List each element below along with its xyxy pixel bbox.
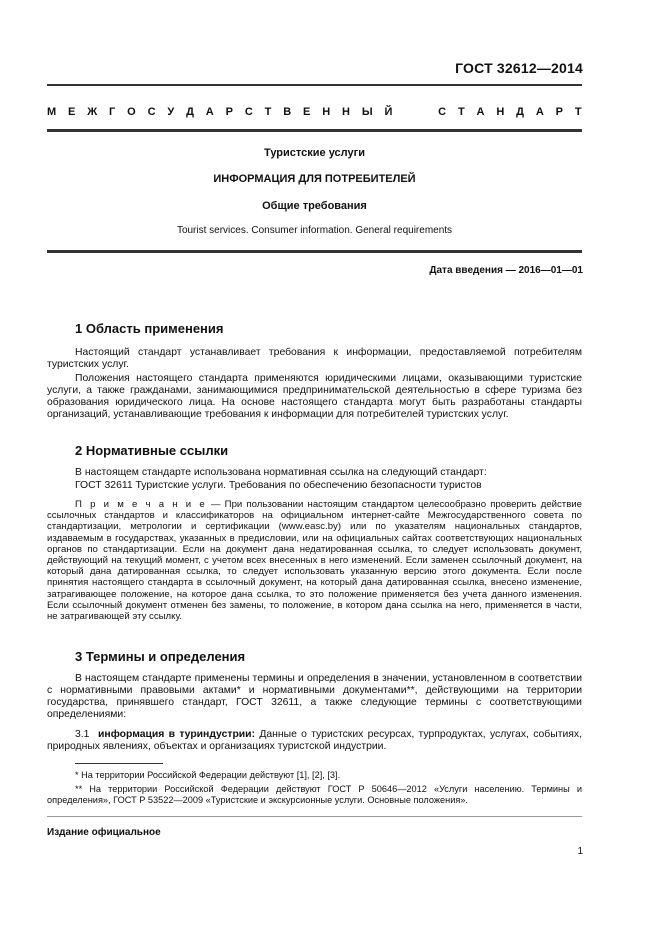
heading-letter: Р bbox=[555, 106, 564, 118]
heading-letter: Н bbox=[322, 106, 331, 118]
section-2-line-2: ГОСТ 32611 Туристские услуги. Требования по обеспечению безопасности туристов bbox=[75, 480, 482, 491]
heading-letter: Й bbox=[384, 106, 393, 118]
heading-letter: М bbox=[47, 106, 57, 118]
term-definition: Данные о туристских ресурсах, турпродуктах, услугах, событиях, природных явлениях, объектах и организациях туристской индустрии. bbox=[47, 729, 582, 752]
english-title: Tourist services. Consumer information. General requirements bbox=[176, 225, 453, 236]
heading-letter: А bbox=[476, 106, 485, 118]
heading-letter: Т bbox=[457, 106, 465, 118]
interstate-standard-heading bbox=[47, 106, 582, 118]
title-line-2: ИНФОРМАЦИЯ ДЛЯ ПОТРЕБИТЕЛЕЙ bbox=[213, 173, 416, 185]
heading-letter: У bbox=[167, 106, 175, 118]
heading-letter: Ж bbox=[87, 106, 98, 118]
heading-letter: С bbox=[244, 106, 253, 118]
term-number: 3.1 bbox=[75, 729, 90, 740]
title-rule-bottom bbox=[47, 250, 582, 253]
heading-letter: Г bbox=[109, 106, 116, 118]
section-1-para1-line2: туристских услуг. bbox=[47, 359, 129, 370]
footnote-1: * На территории Российской Федерации действуют [1], [2], [3]. bbox=[75, 770, 341, 780]
section-2-line-1: В настоящем стандарте использована нормативная ссылка на следующий стандарт: bbox=[75, 467, 487, 478]
section-1-paragraph-2: Положения настоящего стандарта применяются юридическими лицами, оказывающими туристские услуги, а также гражданами, занимающимися предпринимательской деятельностью в сфере туризма без образования юридического лица. На основе настоящего стандарта могут быть разработаны стандарты организаций, устанавливающие требования к информации для потребителей туристских услуг. bbox=[47, 373, 582, 420]
section-3-paragraph-1: В настоящем стандарте применены термины и определения в значении, установленном в соответствии с нормативными правовыми актами* и нормативными документами**, действующими на территории государства, принявшего стандарт, ГОСТ 32611, а также следующие термины с соответствующими определениями: bbox=[47, 673, 582, 720]
heading-letter: О bbox=[127, 106, 136, 118]
footnote-separator bbox=[75, 763, 163, 764]
heading-letter: С bbox=[147, 106, 156, 118]
footer-rule bbox=[47, 816, 582, 817]
term-3-1 bbox=[47, 729, 582, 753]
term-name: информация в туриндустрии: bbox=[98, 729, 256, 740]
official-edition-label: Издание официальное bbox=[47, 827, 161, 838]
heading-word-gap bbox=[404, 106, 426, 118]
heading-letter: Т bbox=[264, 106, 272, 118]
heading-letter: Т bbox=[574, 106, 582, 118]
introduction-date: Дата введения — 2016—01—01 bbox=[429, 265, 583, 276]
heading-letter: В bbox=[283, 106, 292, 118]
title-line-3: Общие требования bbox=[262, 200, 367, 212]
section-2-heading: 2 Нормативные ссылки bbox=[75, 443, 229, 458]
section-1-para1-line1: Настоящий стандарт устанавливает требования к информации, предоставляемой потребителям bbox=[75, 347, 582, 358]
heading-letter: Е bbox=[68, 106, 76, 118]
heading-letter: А bbox=[535, 106, 544, 118]
title-rule-top bbox=[47, 129, 582, 132]
heading-letter: Ы bbox=[361, 106, 373, 118]
note-text: — При пользовании настоящим стандартом целесообразно проверить действие ссылочных стандартов и классификаторов на официальном интернет-сайте Межгосударственного совета по стандартизации, метрологии и сертификации (www.easc.by) или по указателям национальных стандартов, издаваемым в государствах, указанных в предисловии, или на официальных сайтах соответствующих национальных органов по стандартизации. Если на документ дана недатированная ссылка, то следует использовать документ, действующий на текущий момент, с учетом всех внесенных в него изменений. Если заменен ссылочный документ, на который дана датированная ссылка, то следует использовать указанную версию этого документа. Если после принятия настоящего стандарта в ссылочный документ, на который дана датированная ссылка, внесено изменение, затрагивающее положение, на которое дана ссылка, то это положение применяется без учета данного изменения. Если ссылочный документ отменен без замены, то положение, в котором дана ссылка на него, применяется в части, не затрагивающей эту ссылку. bbox=[47, 499, 582, 623]
heading-letter: Р bbox=[225, 106, 233, 118]
heading-letter: Д bbox=[516, 106, 524, 118]
section-2-note bbox=[47, 499, 582, 622]
footnote-2: ** На территории Российской Федерации действуют ГОСТ Р 50646—2012 «Услуги населению. Термины и определения», ГОСТ Р 53522—2009 «Туристские и экскурсионные услуги. Основные положения». bbox=[47, 784, 582, 806]
section-1-heading: 1 Область применения bbox=[75, 321, 224, 336]
section-1-paragraph-1 bbox=[47, 347, 582, 371]
section-3-heading: 3 Термины и определения bbox=[75, 649, 246, 664]
heading-letter: С bbox=[438, 106, 447, 118]
heading-letter: Н bbox=[342, 106, 350, 118]
heading-letter: Н bbox=[496, 106, 505, 118]
heading-letter: Е bbox=[303, 106, 311, 118]
heading-letter: Д bbox=[186, 106, 194, 118]
note-label: П р и м е ч а н и е bbox=[75, 499, 207, 510]
standard-number: ГОСТ 32612—2014 bbox=[455, 60, 583, 76]
heading-letter: А bbox=[205, 106, 214, 118]
page-number: 1 bbox=[577, 846, 583, 857]
top-rule bbox=[47, 84, 582, 86]
title-line-1: Туристские услуги bbox=[264, 147, 365, 159]
